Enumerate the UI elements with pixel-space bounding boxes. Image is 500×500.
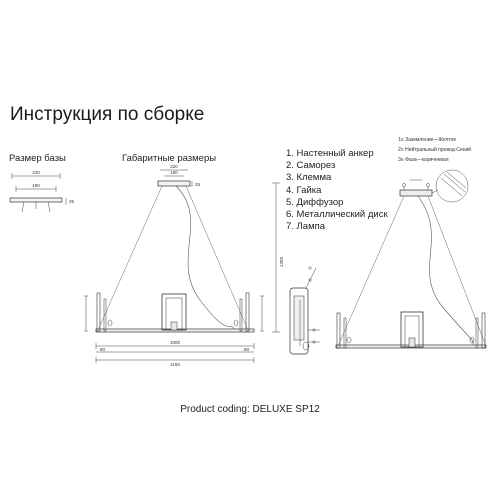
product-coding: Product coding: DELUXE SP12	[180, 404, 320, 415]
inner-span-dimension: 1000	[169, 340, 181, 345]
wiring-legend-item: 2≡ Нейтральный провод-Синий	[398, 147, 472, 153]
base-size-label: Размер базы	[9, 153, 66, 164]
parts-list-item: 1. Настенный анкер	[286, 148, 374, 159]
side-offset-left-dimension: 80	[100, 347, 106, 352]
overall-dimensions-drawing	[84, 170, 280, 363]
canopy-height-dimension: 25	[195, 182, 201, 187]
parts-list-item: 4. Гайка	[286, 184, 322, 196]
parts-list-item: 6. Металлический диск	[286, 209, 388, 221]
base-size-drawing	[10, 173, 66, 212]
overall-width-dimension: 1150	[170, 362, 180, 367]
parts-list-item: 2. Саморез	[286, 160, 336, 172]
wiring-legend-item: 3≡ Фаза—коричневая	[398, 157, 449, 163]
parts-list-item: 3. Клемма	[286, 172, 332, 184]
side-offset-right-dimension: 80	[244, 347, 250, 352]
parts-list-item: 7. Лампа	[286, 221, 326, 233]
base-inner-dimension: 190	[32, 183, 40, 188]
page-title: Инструкция по сборке	[10, 104, 205, 125]
canopy-inner-dimension: 190	[170, 170, 178, 175]
overall-height-dimension: 1350	[279, 256, 284, 268]
overall-dimensions-label: Габаритные размеры	[122, 153, 217, 164]
parts-list-item: 5. Диффузор	[286, 196, 344, 208]
base-height-dimension: 25	[69, 199, 75, 204]
canopy-outer-dimension: 220	[170, 164, 178, 169]
base-outer-dimension: 220	[32, 170, 40, 175]
wiring-legend-item: 1≡ Заземление—Желтое	[398, 137, 457, 143]
exploded-assembly-view	[290, 170, 486, 354]
